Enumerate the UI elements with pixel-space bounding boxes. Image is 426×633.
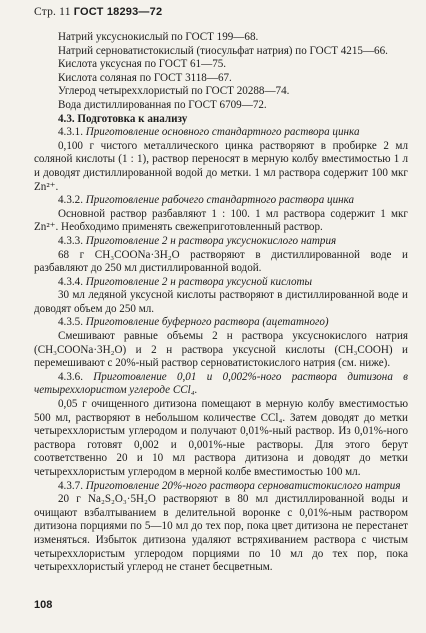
subsection-number: 4.3.5. (58, 316, 83, 329)
page-label: Стр. 11 (34, 6, 71, 18)
reagent-line: Натрий серноватистокислый (тиосульфат натрия) по ГОСТ 4215—66. (58, 44, 388, 57)
reagent-line: Углерод четыреххлористый по ГОСТ 20288—74. (58, 85, 290, 98)
subsection-number: 4.3.4. (58, 275, 83, 288)
paragraph: 20 г Na₂S₂O₃·5H₂O растворяют в 80 мл дистиллированной воды и очищают взбалтыванием в делительной воронке с 0,01%-ным раствором дитизона порциями по 5—10 мл до тех пор, пока цвет дитизона не перестанет изменяться. Избыток дитизона удаляют встряхиванием раствора с чистым четыреххлористым углеродом порциями по 10 мл до тех пор, пока четыреххлористый углерод не станет бесцветным. (34, 493, 408, 574)
subsection-number: 4.3.7. (58, 479, 83, 492)
section-heading: 4.3. Подготовка к анализу (58, 112, 188, 125)
subsection-title: Приготовление буферного раствора (ацетатного) (85, 316, 329, 329)
paragraph: 0,100 г чистого металлического цинка растворяют в пробирке 2 мл соляной кислоты (1 : 1), раствор переносят в мерную колбу вместимостью 1 л и доводят дистиллированной водой до метки. 1 мл раствора содержит 100 мкг Zn²⁺. (34, 139, 408, 193)
subsection-heading (34, 371, 408, 398)
subsection-heading (34, 235, 408, 249)
subsection-heading (34, 480, 408, 494)
subsection-number: 4.3.2. (58, 194, 83, 207)
paragraph: 68 г CH₃COONa·3H₂O растворяют в дистиллированной воде и разбавляют до 250 мл дистиллированной водой. (34, 248, 408, 275)
reagent-line: Кислота уксусная по ГОСТ 61—75. (58, 58, 227, 71)
reagent-line: Натрий уксуснокислый по ГОСТ 199—68. (58, 31, 259, 43)
subsection-title: Приготовление 2 н раствора уксусной кислоты (85, 275, 313, 288)
subsection-heading (34, 126, 408, 140)
subsection-number: 4.3.1. (58, 126, 83, 139)
subsection-title: Приготовление 2 н раствора уксуснокислого натрия (85, 234, 337, 247)
subsection-number: 4.3.3. (58, 234, 83, 247)
subsection-number: 4.3.6. (58, 370, 83, 383)
reagent-line: Вода дистиллированная по ГОСТ 6709—72. (58, 98, 267, 111)
paragraph: Смешивают равные объемы 2 н раствора уксуснокислого натрия (CH₃COONa·3H₂O) и 2 н раствора уксусной кислоты (CH₃COOH) и перемешивают с 20%-ный раствор серноватистокислого натрия (см. ниже). (34, 330, 408, 370)
paragraph: 0,05 г очищенного дитизона помещают в мерную колбу вместимостью 500 мл, растворяют в небольшом количестве CCl₄. Затем доводят до метки четыреххлористым углеродом и получают 0,01%-ный раствор. Из 0,01%-ного раствора готовят 0,002 и 0,001%-ные растворы. Для этого берут соответственно 20 и 10 мл раствора дитизона и доводят до метки четыреххлористым углеродом в мерной колбе вместимостью 100 мл. (34, 398, 408, 478)
subsection-title: Приготовление основного стандартного раствора цинка (85, 126, 360, 139)
paragraph: 30 мл ледяной уксусной кислоты растворяют в дистиллированной воде и доводят объем до 250 мл. (34, 289, 408, 315)
page-header (34, 6, 162, 18)
standard-number: ГОСТ 18293—72 (73, 6, 163, 18)
subsection-heading (34, 276, 408, 290)
paragraph: Основной раствор разбавляют 1 : 100. 1 мл раствора содержит 1 мкг Zn²⁺. Необходимо применять свежеприготовленный раствор. (34, 207, 408, 234)
subsection-heading (34, 316, 408, 330)
subsection-title: Приготовление 20%-ного раствора серноватистокислого натрия (85, 479, 401, 492)
subsection-title: Приготовление 0,01 и 0,002%-ного раствора дитизона в четыреххлористом углероде CCl₄. (34, 370, 408, 397)
reagent-line: Кислота соляная по ГОСТ 3118—67. (58, 71, 232, 84)
page-number: 108 (34, 599, 53, 611)
subsection-title: Приготовление рабочего стандартного раствора цинка (85, 194, 355, 207)
document-body (34, 31, 408, 575)
subsection-heading (34, 194, 408, 208)
